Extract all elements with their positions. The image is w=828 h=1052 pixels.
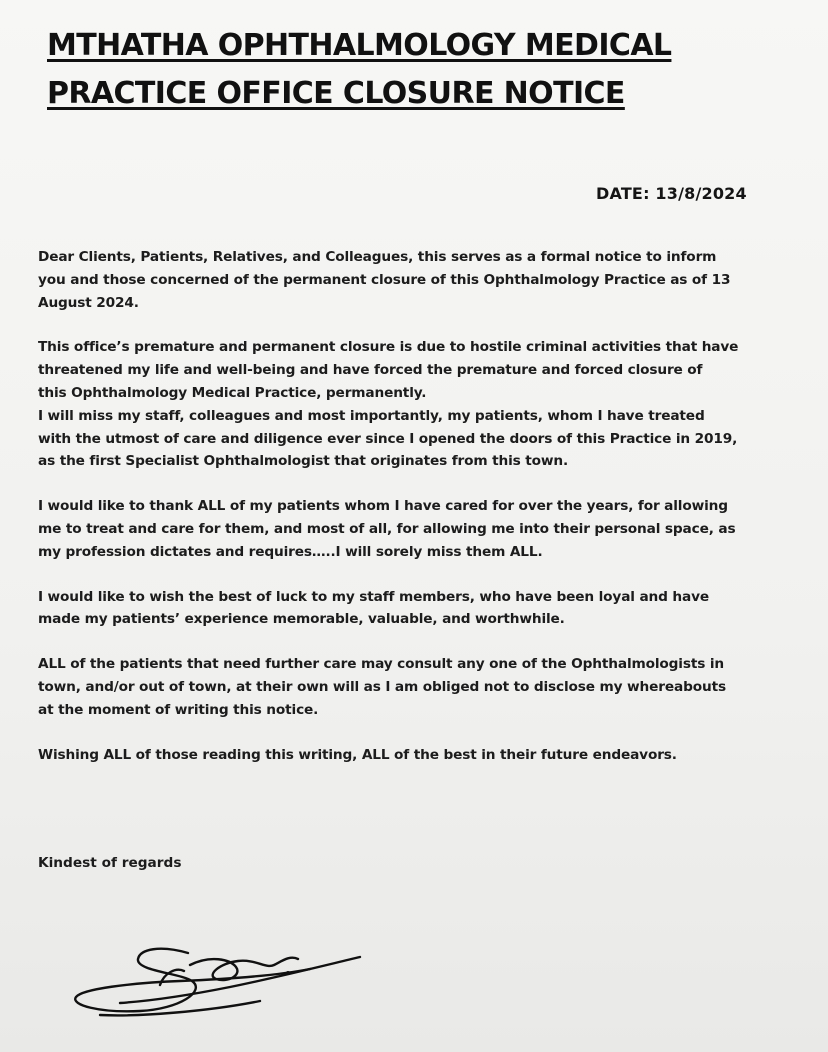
text-line: Wishing ALL of those reading this writing, ALL of the best in their future endeavors. — [38, 746, 677, 763]
text-line: I would like to thank ALL of my patients whom I have cared for over the years, for allowing — [38, 498, 728, 515]
notice-body — [38, 246, 798, 766]
paragraph-further-care — [38, 653, 798, 721]
text-line: August 2024. — [38, 294, 139, 311]
text-line: I would like to wish the best of luck to my staff members, who have been loyal and have — [38, 588, 709, 605]
text-line: made my patients’ experience memorable, valuable, and worthwhile. — [38, 611, 565, 628]
handwritten-signature-icon — [60, 925, 390, 1025]
text-line: threatened my life and well-being and have forced the premature and forced closure of — [38, 362, 703, 379]
text-line: as the first Specialist Ophthalmologist that originates from this town. — [38, 453, 569, 470]
paragraph-thanks-patients — [38, 495, 798, 563]
text-line: ALL of the patients that need further care may consult any one of the Ophthalmologists in — [38, 656, 724, 673]
text-line: me to treat and care for them, and most of all, for allowing me into their personal space, as — [38, 520, 736, 537]
paragraph-greeting — [38, 246, 798, 314]
title-line-2: PRACTICE OFFICE CLOSURE NOTICE — [47, 76, 625, 111]
paragraph-wishes — [38, 744, 798, 767]
text-line: at the moment of writing this notice. — [38, 701, 319, 718]
text-line: you and those concerned of the permanent closure of this Ophthalmology Practice as of 13 — [38, 271, 731, 288]
notice-date: DATE: 13/8/2024 — [596, 184, 747, 203]
paragraph-thanks-staff — [38, 586, 798, 632]
text-line: my profession dictates and requires…..I will sorely miss them ALL. — [38, 543, 543, 560]
text-line: this Ophthalmology Medical Practice, permanently. — [38, 384, 427, 401]
closing-regards: Kindest of regards — [38, 855, 182, 871]
notice-title — [47, 22, 787, 118]
title-line-1: MTHATHA OPHTHALMOLOGY MEDICAL — [47, 28, 672, 63]
text-line: I will miss my staff, colleagues and most importantly, my patients, whom I have treated — [38, 407, 705, 424]
paragraph-reason — [38, 336, 798, 473]
text-line: with the utmost of care and diligence ever since I opened the doors of this Practice in 2019, — [38, 430, 738, 447]
text-line: Dear Clients, Patients, Relatives, and Colleagues, this serves as a formal notice to inform — [38, 249, 717, 265]
text-line: This office’s premature and permanent closure is due to hostile criminal activities that have — [38, 339, 739, 356]
text-line: town, and/or out of town, at their own will as I am obliged not to disclose my whereabouts — [38, 678, 726, 695]
